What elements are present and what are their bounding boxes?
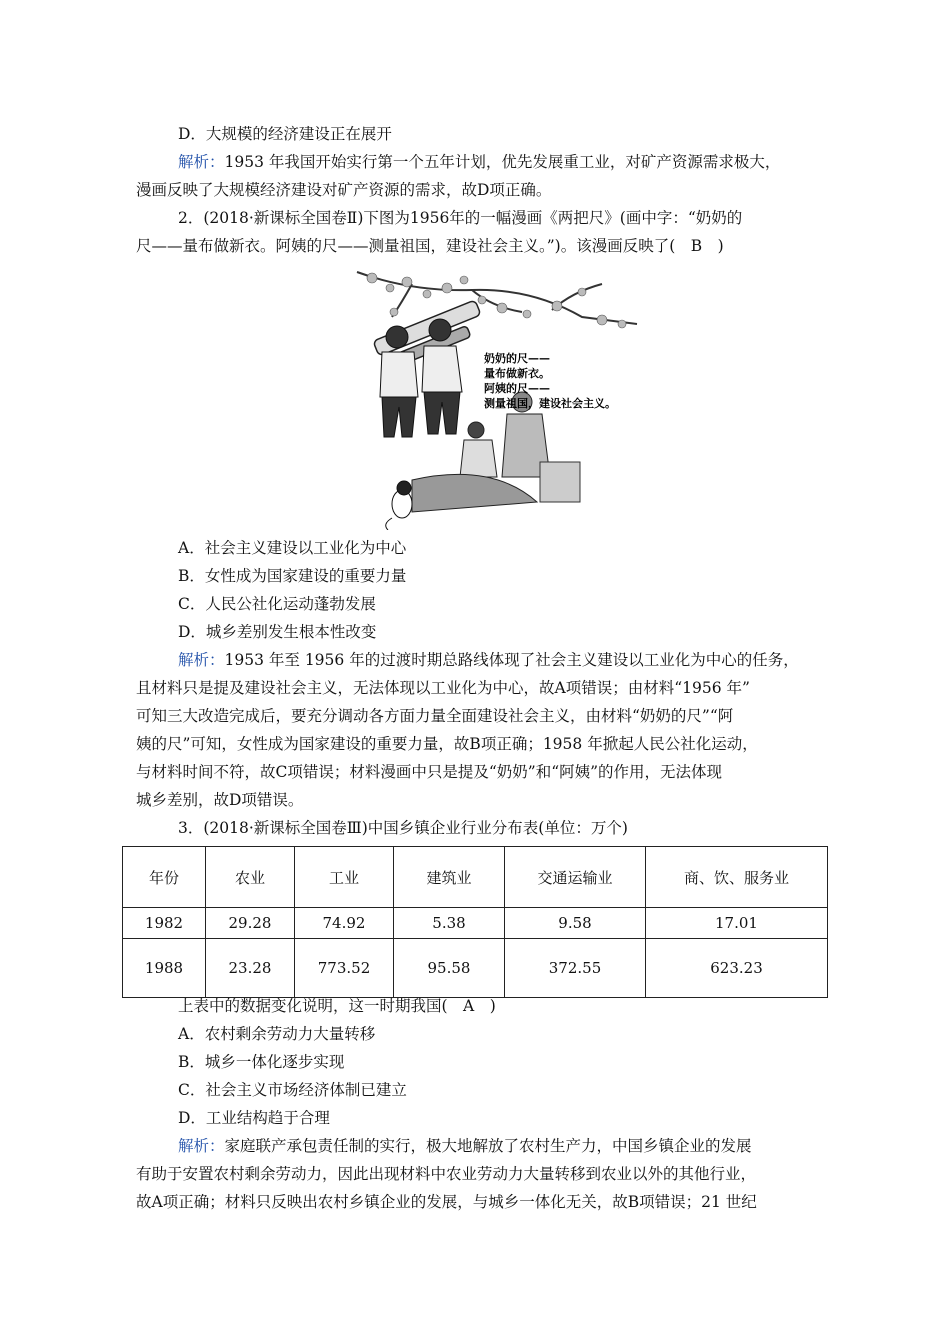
q2-stem-line-2: 尺——量布做新衣。阿姨的尺——测量祖国，建设社会主义。”)。该漫画反映了( B ) [136, 237, 724, 255]
header-cell: 交通运输业 [505, 847, 646, 908]
cartoon-caption [484, 351, 616, 410]
analysis-label: 解析： [178, 1137, 225, 1155]
table-row [123, 939, 828, 998]
blossom-branch [357, 272, 637, 324]
caption-line-2: 量布做新衣。 [484, 367, 550, 380]
q2-analysis-line-6: 城乡差别，故D项错误。 [136, 791, 304, 809]
table-cell: 29.28 [206, 908, 295, 939]
cartoon-two-rulers [352, 262, 642, 530]
q2-option-a: A．社会主义建设以工业化为中心 [178, 539, 407, 557]
q3-option-a: A．农村剩余劳动力大量转移 [178, 1025, 376, 1043]
table-cell: 372.55 [505, 939, 646, 998]
q2-analysis-line-2: 且材料只是提及建设社会主义，无法体现以工业化为中心，故A项错误；由材料“1956 年” [136, 679, 750, 697]
q2-analysis-line-4: 姨的尺”可知，女性成为国家建设的重要力量，故B项正确；1958 年掀起人民公社化运动， [136, 735, 758, 753]
q2-stem-line-1: 2．(2018·新课标全国卷Ⅱ)下图为1956年的一幅漫画《两把尺》(画中字：“奶奶的 [178, 209, 743, 227]
analysis-text: 1953 年至 1956 年的过渡时期总路线体现了社会主义建设以工业化为中心的任务， [224, 651, 799, 669]
q3-analysis-line-1 [178, 1136, 752, 1156]
table-cell: 773.52 [295, 939, 394, 998]
header-cell: 建筑业 [394, 847, 505, 908]
q3-analysis-line-3: 故A项正确；材料只反映出农村乡镇企业的发展，与城乡一体化无关，故B项错误；21 世纪 [136, 1193, 757, 1211]
q2-option-c: C．人民公社化运动蓬勃发展 [178, 595, 376, 613]
q2-option-b: B．女性成为国家建设的重要力量 [178, 567, 407, 585]
header-cell: 农业 [206, 847, 295, 908]
q2-option-d: D．城乡差别发生根本性改变 [178, 623, 377, 641]
table-cell: 9.58 [505, 908, 646, 939]
cat [386, 481, 412, 530]
header-cell: 工业 [295, 847, 394, 908]
q1-analysis-line-1 [178, 152, 780, 172]
q1-analysis-line-2: 漫画反映了大规模经济建设对矿产资源的需求，故D项正确。 [136, 181, 552, 199]
table-cell: 623.23 [646, 939, 828, 998]
analysis-text: 1953 年我国开始实行第一个五年计划，优先发展重工业，对矿产资源需求极大， [224, 153, 781, 171]
table-cell: 17.01 [646, 908, 828, 939]
table-row [123, 908, 828, 939]
analysis-text: 家庭联产承包责任制的实行，极大地解放了农村生产力，中国乡镇企业的发展 [224, 1137, 752, 1155]
q3-option-c: C．社会主义市场经济体制已建立 [178, 1081, 407, 1099]
table-header-row [123, 847, 828, 908]
township-enterprise-table [122, 846, 828, 998]
analysis-label: 解析： [178, 651, 225, 669]
q2-analysis-line-5: 与材料时间不符，故C项错误；材料漫画中只是提及“奶奶”和“阿姨”的作用，无法体现 [136, 763, 723, 781]
q3-stem: 3．(2018·新课标全国卷Ⅲ)中国乡镇企业行业分布表(单位：万个) [178, 819, 628, 837]
table-cell: 23.28 [206, 939, 295, 998]
table-cell: 5.38 [394, 908, 505, 939]
q2-analysis-line-3: 可知三大改造完成后，要充分调动各方面力量全面建设社会主义，由材料“奶奶的尺”“阿 [136, 707, 734, 725]
q3-option-b: B．城乡一体化逐步实现 [178, 1053, 345, 1071]
header-cell: 商、饮、服务业 [646, 847, 828, 908]
q1-option-d: D．大规模的经济建设正在展开 [178, 125, 392, 143]
q3-question: 上表中的数据变化说明，这一时期我国( A ) [178, 997, 496, 1015]
caption-line-3: 阿姨的尺—— [484, 382, 550, 395]
header-cell: 年份 [123, 847, 206, 908]
blossoms [367, 273, 626, 328]
q3-option-d: D．工业结构趋于合理 [178, 1109, 330, 1127]
table-cell: 1988 [123, 939, 206, 998]
table-cell: 95.58 [394, 939, 505, 998]
q3-analysis-line-2: 有助于安置农村剩余劳动力，因此出现材料中农业劳动力大量转移到农业以外的其他行业， [136, 1165, 757, 1183]
q2-analysis-line-1 [178, 650, 799, 670]
caption-line-4: 测量祖国，建设社会主义。 [484, 397, 616, 410]
analysis-label: 解析： [178, 153, 225, 171]
table-cell: 74.92 [295, 908, 394, 939]
caption-line-1: 奶奶的尺—— [484, 352, 550, 365]
table-cell: 1982 [123, 908, 206, 939]
